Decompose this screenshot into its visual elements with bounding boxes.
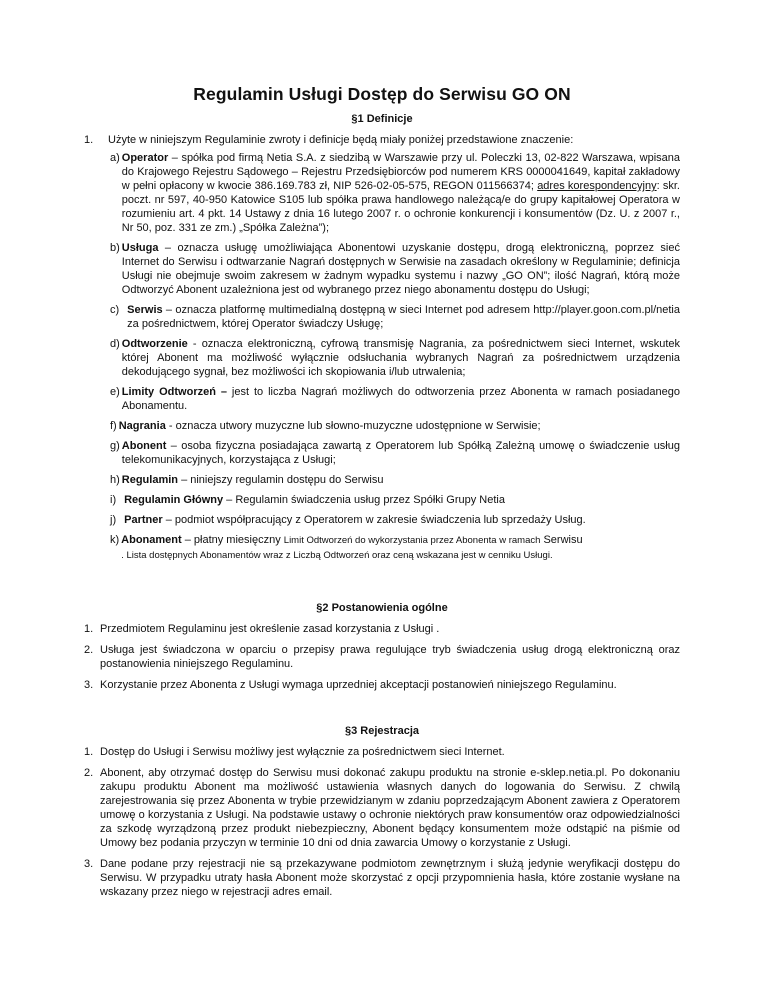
definition-text: – podmiot współpracujący z Operatorem w zakresie świadczenia lub sprzedaży Usług. [162, 514, 586, 526]
definition-text-2: Serwisu [540, 534, 583, 546]
definition-term: Regulamin Główny [124, 494, 224, 506]
item-number: 1. [84, 623, 94, 635]
item-number: 2. [84, 767, 94, 779]
definition-nagrania [110, 419, 680, 433]
item-body [108, 133, 680, 569]
definition-term: Abonament [121, 534, 182, 546]
definition-regulamin [110, 473, 680, 487]
definitions-intro: Użyte w niniejszym Regulaminie zwroty i definicje będą miały poniżej przedstawione znaczenie: [108, 134, 574, 146]
definition-abonament [110, 533, 680, 563]
definition-term: Nagrania [118, 420, 166, 432]
definition-label: k) [110, 534, 120, 546]
definition-small-text-2: . Lista dostępnych Abonamentów wraz z Liczbą Odtworzeń oraz ceną wskazana jest w cenniku Usługi. [121, 550, 553, 561]
definition-label: g) [110, 440, 120, 452]
definition-label: f) [110, 420, 117, 432]
item-text: Dostęp do Usługi i Serwisu możliwy jest wyłącznie za pośrednictwem sieci Internet. [100, 746, 505, 758]
definition-text: – spółka pod firmą Netia S.A. z siedzibą w Warszawie przy ul. Poleczki 13, 02-822 Warszawa, wpisana do Krajowego Rejestru Sądowego – Rejestru Przedsiębiorców pod numerem KRS 0000041649, kapitał zakładowy w pełni opłacony w kwocie 386.169.783 zł, NIP 526-02-05-575, REGON 011566374; [121, 152, 680, 192]
definition-text: – oznacza platformę multimedialną dostępną w sieci Internet pod adresem http://player.goon.com.pl/netia za pośrednictwem, której Operator świadczy Usługę; [127, 304, 680, 330]
definition-underlined: adres korespondencyjny [537, 180, 657, 192]
section-3-item [84, 766, 680, 850]
definition-regulamin-glowny [110, 493, 680, 507]
section-1-item-1 [84, 133, 680, 569]
definition-label: d) [110, 338, 120, 350]
definition-term: Odtworzenie [121, 338, 188, 350]
section-3-heading: §3 Rejestracja [345, 725, 419, 737]
item-number: 2. [84, 644, 94, 656]
section-2-item [84, 643, 680, 671]
definition-term: Serwis [127, 304, 163, 316]
section-2-list [84, 622, 680, 692]
section-1-heading: §1 Definicje [351, 113, 413, 125]
definition-text-2: : skr. poczt. nr 597, 40-950 Katowice S105 lub spółka prawa handlowego należącą/e do grupy kapitałowej Operatora w rozumieniu art. 4 pkt. 14 Ustawy z dnia 16 lutego 2007 r. o ochronie konkurencji i konsumentów (Dz. U. z 2007 r., Nr 50, poz. 331 ze zm.) „Spółka Zależna”); [121, 180, 680, 234]
definition-operator [110, 151, 680, 235]
definition-term: Abonent [121, 440, 167, 452]
item-number: 3. [84, 679, 94, 691]
definition-limity-odtworzen [110, 385, 680, 413]
item-number: 3. [84, 858, 94, 870]
item-text: Przedmiotem Regulaminu jest określenie zasad korzystania z Usługi . [100, 623, 440, 635]
definition-text: – Regulamin świadczenia usług przez Spółki Grupy Netia [223, 494, 505, 506]
definition-text: – osoba fizyczna posiadająca zawartą z Operatorem lub Spółką Zależną umowę o świadczenie usług telekomunikacyjnych, korzystająca z Usługi; [121, 440, 680, 466]
definition-label: j) [110, 514, 117, 526]
definition-label: e) [110, 386, 120, 398]
section-3-item [84, 745, 680, 759]
definition-label: a) [110, 152, 120, 164]
definition-term: Partner [124, 514, 163, 526]
definition-text: – oznacza usługę umożliwiająca Abonentowi uzyskanie dostępu, drogą elektroniczną, poprzez sieć Internet do Serwisu i odtwarzanie Nagrań dostępnych w Serwisie na zasadach określony w Regulaminie; definicja Usługi nie obejmuje swoim zakresem w żadnym wypadku systemu i nazwy „GO ON”; ilość Nagrań, którą może Odtworzyć Abonent uzależniona jest od wybranego przez niego abonamentu dostępu do Usługi; [121, 242, 680, 296]
definition-label: c) [110, 304, 120, 316]
definition-term: Operator [121, 152, 169, 164]
document-title: Regulamin Usługi Dostęp do Serwisu GO ON [193, 84, 571, 104]
item-number: 1. [84, 746, 94, 758]
definition-partner [110, 513, 680, 527]
item-text: Dane podane przy rejestracji nie są przekazywane podmiotom zewnętrznym i służą jedynie weryfikacji dostępu do Serwisu. W przypadku utraty hasła Abonent może skorzystać z opcji przypomnienia hasła, które zostanie wysłane na wskazany przez niego w rejestracji adres email. [100, 858, 680, 898]
definitions-list [108, 151, 680, 563]
definition-term: Regulamin [121, 474, 179, 486]
definition-usluga [110, 241, 680, 297]
section-2-heading: §2 Postanowienia ogólne [316, 602, 448, 614]
definition-label: h) [110, 474, 120, 486]
definition-text: – płatny miesięczny [181, 534, 284, 546]
definition-label: b) [110, 242, 120, 254]
item-text: Korzystanie przez Abonenta z Usługi wymaga uprzedniej akceptacji postanowień niniejszego Regulaminu. [100, 679, 617, 691]
item-number: 1. [84, 134, 94, 146]
item-text: Usługa jest świadczona w oparciu o przepisy prawa regulujące tryb świadczenia usług drogą elektroniczną oraz postanowienia niniejszego Regulaminu. [100, 644, 680, 670]
definition-text: – niniejszy regulamin dostępu do Serwisu [178, 474, 384, 486]
definition-text: - oznacza elektroniczną, cyfrową transmisję Nagrania, za pośrednictwem sieci Internet, wskutek której Abonent ma możliwość wyłącznie odsłuchania wybranych Nagrań za pośrednictwem urządzenia dekodującego sygnał, bez możliwości ich skopiowania i/lub utrwalenia; [121, 338, 680, 378]
definition-small-text: Limit Odtworzeń do wykorzystania przez Abonenta w ramach [283, 535, 541, 546]
section-2-item [84, 622, 680, 636]
definition-term: Limity Odtworzeń – [121, 386, 227, 398]
item-text: Abonent, aby otrzymać dostęp do Serwisu musi dokonać zakupu produktu na stronie e-sklep.netia.pl. Po dokonaniu zakupu produktu Abonent ma możliwość ustawienia własnych danych do logowania do Serwisu. Z chwilą zarejestrowania się przez Abonenta w trybie przewidzianym w zdaniu poprzedzającym Abonent zawiera z Operatorem umowę o korzystania z Usługi. Na podstawie ustawy o ochronie niektórych praw konsumentów oraz odpowiedzialności za szkodę wyrządzoną przez produkt niebezpieczny, Abonent będący konsumentem może odstąpić na piśmie od Umowy bez podania przyczyn w terminie 10 dni od dnia zawarcia Umowy o korzystanie z Usługi. [100, 767, 680, 849]
section-3-list [84, 745, 680, 899]
definition-text: - oznacza utwory muzyczne lub słowno-muzyczne udostępnione w Serwisie; [165, 420, 541, 432]
definition-term: Usługa [121, 242, 159, 254]
definition-label: i) [110, 494, 117, 506]
definition-odtworzenie [110, 337, 680, 379]
definition-text: jest to liczba Nagrań możliwych do odtworzenia przez Abonenta w ramach posiadanego Abonamentu. [121, 386, 680, 412]
section-3-item [84, 857, 680, 899]
section-2-item [84, 678, 680, 692]
definition-abonent [110, 439, 680, 467]
definition-serwis [110, 303, 680, 331]
